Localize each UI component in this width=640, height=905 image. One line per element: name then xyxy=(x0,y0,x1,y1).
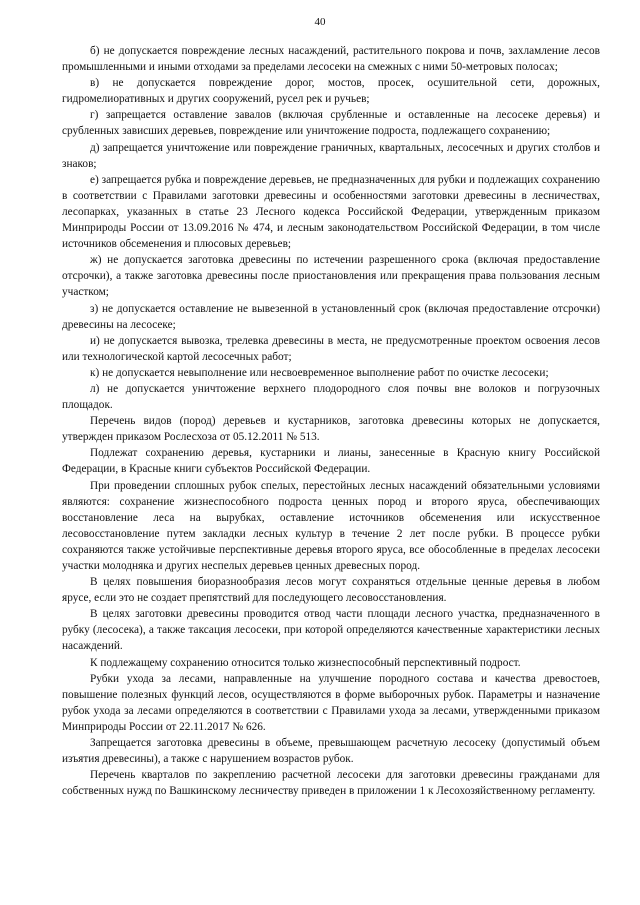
paragraph-d: д) запрещается уничтожение или повреждение граничных, квартальных, лесосечных и других столбов и знаков; xyxy=(62,141,600,170)
paragraph-g: г) запрещается оставление завалов (включая срубленные и оставленные на лесосеке деревья) и срубленных зависших деревьев, повреждение или уничтожение подроста, подлежащего сохранению; xyxy=(62,109,600,138)
paragraph-b: б) не допускается повреждение лесных насаждений, растительного покрова и почв, захламление лесов промышленными и иными отходами за пределами лесосеки на смежных с ними 50-метровых полосах; xyxy=(62,45,600,74)
page-number: 40 xyxy=(314,16,326,28)
paragraph-clear-cutting: При проведении сплошных рубок спелых, перестойных лесных насаждений обязательными условиями являются: сохранение жизнеспособного подроста ценных пород и второго яруса, обеспечивающих восстановление леса на вырубках, оставление источников обсеменения или искусственное лесовосстановление путем закладки лесных культур в течение 2 лет после рубки. В процессе рубки сохраняются также устойчивые перспективные деревья второго яруса, все обособленные в пределах лесосеки участки молодняка и других неспелых деревьев ценных древесных пород. xyxy=(62,479,600,572)
paragraph-biodiversity: В целях повышения биоразнообразия лесов могут сохраняться отдельные ценные деревья в любом ярусе, если это не создает препятствий для последующего лесовосстановления. xyxy=(62,576,600,605)
paragraph-k: к) не допускается невыполнение или несвоевременное выполнение работ по очистке лесосеки; xyxy=(90,366,549,379)
paragraph-undergrowth: К подлежащему сохранению относится только жизнеспособный перспективный подрост. xyxy=(90,656,521,669)
paragraph-l: л) не допускается уничтожение верхнего плодородного слоя почвы вне волоков и погрузочных площадок. xyxy=(62,382,600,412)
paragraph-allotment: В целях заготовки древесины проводится отвод части площади лесного участка, предназначенного в рубку (лесосека), а также таксация лесосеки, при которой определяются качественные характеристики лесных насаждений. xyxy=(62,608,600,653)
paragraph-i: и) не допускается вывозка, трелевка древесины в места, не предусмотренные проектом освоения лесов или технологической картой лесосечных работ; xyxy=(62,334,600,363)
paragraph-quarters-list: Перечень кварталов по закреплению расчетной лесосеки для заготовки древесины гражданами для собственных нужд по Вашкинскому лесничеству приведен в приложении 1 к Лесохозяйственному регламенту. xyxy=(62,769,600,798)
paragraph-zh: ж) не допускается заготовка древесины по истечении разрешенного срока (включая предоставление отсрочки), а также заготовка древесины после приостановления или прекращения права пользования лесным участком; xyxy=(62,254,600,299)
paragraph-e: е) запрещается рубка и повреждение деревьев, не предназначенных для рубки и подлежащих сохранению в соответствии с Правилами заготовки древесины и особенностями заготовки древесины в лесничествах, лесопарках, указанных в статье 23 Лесного кодекса Российской Федерации, утвержденным приказом Минприроды России от 13.09.2016 № 474, и лесным законодательством Российской Федерации, в том числе источников обсеменения и плюсовых деревьев; xyxy=(62,173,600,251)
paragraph-red-book: Подлежат сохранению деревья, кустарники и лианы, занесенные в Красную книгу Российской Федерации, в Красные книги субъектов Российской Федерации. xyxy=(62,447,600,476)
paragraph-volume-limit: Запрещается заготовка древесины в объеме, превышающем расчетную лесосеку (допустимый объем изъятия древесины), а также с нарушением возрастов рубок. xyxy=(62,737,600,766)
paragraph-thinning: Рубки ухода за лесами, направленные на улучшение породного состава и качества древостоев, повышение полезных функций лесов, осуществляются в форме выборочных рубок. Параметры и назначение рубок ухода за лесами определяются в соответствии с Правилами ухода за лесами, утвержденными приказом Минприроды России от 22.11.2017 № 626. xyxy=(62,672,600,733)
paragraph-prohibited-species: Перечень видов (пород) деревьев и кустарников, заготовка древесины которых не допускается, утвержден приказом Рослесхоза от 05.12.2011 № 513. xyxy=(62,415,600,444)
document-body xyxy=(62,43,600,799)
paragraph-v: в) не допускается повреждение дорог, мостов, просек, осушительной сети, дорожных, гидромелиоративных и других сооружений, русел рек и ручьев; xyxy=(62,77,600,106)
paragraph-z: з) не допускается оставление не вывезенной в установленный срок (включая предоставление отсрочки) древесины на лесосеке; xyxy=(62,302,600,331)
